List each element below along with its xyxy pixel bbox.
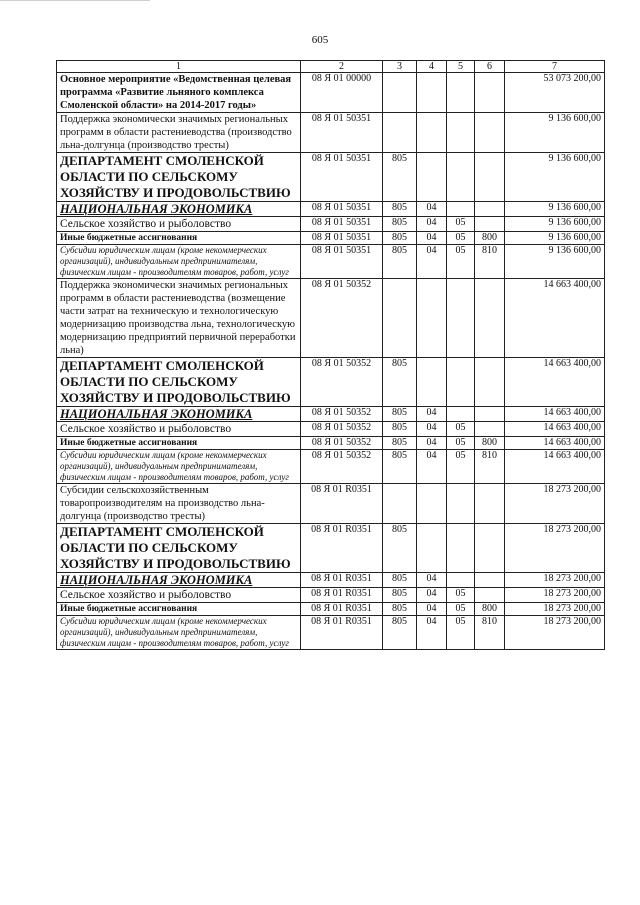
header-col-6: 6 bbox=[475, 61, 505, 73]
cell-section-code: 04 bbox=[417, 450, 447, 484]
cell-expense-type bbox=[475, 279, 505, 358]
table-row bbox=[57, 524, 605, 573]
cell-ministry-code: 805 bbox=[383, 437, 417, 450]
cell-subsection-code: 05 bbox=[447, 588, 475, 603]
cell-ministry-code: 805 bbox=[383, 407, 417, 422]
cell-target-code: 08 Я 01 50351 bbox=[301, 245, 383, 279]
table-row bbox=[57, 358, 605, 407]
cell-expense-type bbox=[475, 202, 505, 217]
cell-ministry-code: 805 bbox=[383, 217, 417, 232]
cell-name: Субсидии юридическим лицам (кроме некоммерческих организаций), индивидуальным предпринимателям, физическим лицам - производителям товаров, работ, услуг bbox=[57, 616, 301, 650]
budget-table bbox=[56, 60, 605, 650]
cell-subsection-code: 05 bbox=[447, 217, 475, 232]
cell-expense-type bbox=[475, 573, 505, 588]
cell-amount: 9 136 600,00 bbox=[505, 153, 605, 202]
cell-section-code: 04 bbox=[417, 245, 447, 279]
cell-ministry-code: 805 bbox=[383, 232, 417, 245]
cell-subsection-code bbox=[447, 484, 475, 524]
header-col-4: 4 bbox=[417, 61, 447, 73]
cell-subsection-code: 05 bbox=[447, 616, 475, 650]
cell-expense-type: 810 bbox=[475, 245, 505, 279]
cell-target-code: 08 Я 01 R0351 bbox=[301, 573, 383, 588]
cell-target-code: 08 Я 01 50351 bbox=[301, 153, 383, 202]
cell-subsection-code bbox=[447, 358, 475, 407]
cell-amount: 9 136 600,00 bbox=[505, 113, 605, 153]
cell-amount: 9 136 600,00 bbox=[505, 232, 605, 245]
cell-ministry-code: 805 bbox=[383, 422, 417, 437]
cell-ministry-code: 805 bbox=[383, 358, 417, 407]
cell-section-code: 04 bbox=[417, 588, 447, 603]
cell-section-code bbox=[417, 484, 447, 524]
cell-name: Иные бюджетные ассигнования bbox=[57, 232, 301, 245]
cell-amount: 9 136 600,00 bbox=[505, 202, 605, 217]
cell-amount: 9 136 600,00 bbox=[505, 245, 605, 279]
cell-target-code: 08 Я 01 50351 bbox=[301, 202, 383, 217]
cell-ministry-code: 805 bbox=[383, 450, 417, 484]
cell-subsection-code: 05 bbox=[447, 450, 475, 484]
cell-section-code bbox=[417, 524, 447, 573]
cell-name: ДЕПАРТАМЕНТ СМОЛЕНСКОЙ ОБЛАСТИ ПО СЕЛЬСКОМУ ХОЗЯЙСТВУ И ПРОДОВОЛЬСТВИЮ bbox=[57, 153, 301, 202]
cell-target-code: 08 Я 01 50352 bbox=[301, 422, 383, 437]
table-row bbox=[57, 616, 605, 650]
cell-amount: 9 136 600,00 bbox=[505, 217, 605, 232]
cell-amount: 18 273 200,00 bbox=[505, 616, 605, 650]
cell-name: ДЕПАРТАМЕНТ СМОЛЕНСКОЙ ОБЛАСТИ ПО СЕЛЬСКОМУ ХОЗЯЙСТВУ И ПРОДОВОЛЬСТВИЮ bbox=[57, 524, 301, 573]
cell-expense-type bbox=[475, 113, 505, 153]
cell-ministry-code: 805 bbox=[383, 588, 417, 603]
cell-section-code: 04 bbox=[417, 603, 447, 616]
cell-target-code: 08 Я 01 R0351 bbox=[301, 588, 383, 603]
cell-subsection-code bbox=[447, 113, 475, 153]
cell-subsection-code bbox=[447, 153, 475, 202]
cell-ministry-code: 805 bbox=[383, 573, 417, 588]
table-row bbox=[57, 437, 605, 450]
cell-amount: 14 663 400,00 bbox=[505, 450, 605, 484]
cell-target-code: 08 Я 01 R0351 bbox=[301, 524, 383, 573]
cell-ministry-code: 805 bbox=[383, 153, 417, 202]
cell-ministry-code: 805 bbox=[383, 202, 417, 217]
cell-subsection-code bbox=[447, 73, 475, 113]
cell-name: Субсидии сельскохозяйственным товаропроизводителям на производство льна-долгунца (производство тресты) bbox=[57, 484, 301, 524]
table-row bbox=[57, 279, 605, 358]
cell-section-code: 04 bbox=[417, 232, 447, 245]
cell-expense-type: 800 bbox=[475, 437, 505, 450]
cell-subsection-code: 05 bbox=[447, 437, 475, 450]
cell-amount: 18 273 200,00 bbox=[505, 484, 605, 524]
cell-name: НАЦИОНАЛЬНАЯ ЭКОНОМИКА bbox=[57, 573, 301, 588]
cell-section-code: 04 bbox=[417, 217, 447, 232]
cell-subsection-code bbox=[447, 202, 475, 217]
cell-expense-type bbox=[475, 422, 505, 437]
cell-expense-type bbox=[475, 484, 505, 524]
cell-amount: 14 663 400,00 bbox=[505, 358, 605, 407]
cell-name: Основное мероприятие «Ведомственная целевая программа «Развитие льняного комплекса Смоленской области» на 2014-2017 годы» bbox=[57, 73, 301, 113]
table-row bbox=[57, 573, 605, 588]
cell-section-code bbox=[417, 153, 447, 202]
cell-section-code: 04 bbox=[417, 437, 447, 450]
header-row bbox=[57, 61, 605, 73]
table-row bbox=[57, 202, 605, 217]
cell-expense-type bbox=[475, 358, 505, 407]
cell-expense-type bbox=[475, 524, 505, 573]
cell-amount: 18 273 200,00 bbox=[505, 573, 605, 588]
cell-ministry-code: 805 bbox=[383, 616, 417, 650]
cell-amount: 14 663 400,00 bbox=[505, 437, 605, 450]
table-row bbox=[57, 603, 605, 616]
cell-expense-type: 810 bbox=[475, 616, 505, 650]
cell-ministry-code bbox=[383, 113, 417, 153]
cell-target-code: 08 Я 01 50352 bbox=[301, 358, 383, 407]
cell-ministry-code: 805 bbox=[383, 524, 417, 573]
table-row bbox=[57, 450, 605, 484]
cell-target-code: 08 Я 01 00000 bbox=[301, 73, 383, 113]
cell-name: НАЦИОНАЛЬНАЯ ЭКОНОМИКА bbox=[57, 202, 301, 217]
cell-amount: 18 273 200,00 bbox=[505, 524, 605, 573]
cell-expense-type bbox=[475, 217, 505, 232]
cell-name: Поддержка экономически значимых региональных программ в области растениеводства (возмещение части затрат на техническую и технологическую модернизацию производства льна, технологическую модернизацию предприятий первичной переработки льна) bbox=[57, 279, 301, 358]
scan-edge-line bbox=[0, 0, 150, 1]
cell-target-code: 08 Я 01 50352 bbox=[301, 437, 383, 450]
table-row bbox=[57, 113, 605, 153]
table-row bbox=[57, 153, 605, 202]
cell-expense-type: 810 bbox=[475, 450, 505, 484]
cell-target-code: 08 Я 01 R0351 bbox=[301, 484, 383, 524]
cell-target-code: 08 Я 01 R0351 bbox=[301, 616, 383, 650]
cell-amount: 14 663 400,00 bbox=[505, 422, 605, 437]
cell-name: ДЕПАРТАМЕНТ СМОЛЕНСКОЙ ОБЛАСТИ ПО СЕЛЬСКОМУ ХОЗЯЙСТВУ И ПРОДОВОЛЬСТВИЮ bbox=[57, 358, 301, 407]
header-col-5: 5 bbox=[447, 61, 475, 73]
cell-amount: 14 663 400,00 bbox=[505, 279, 605, 358]
table-row bbox=[57, 217, 605, 232]
header-col-3: 3 bbox=[383, 61, 417, 73]
header-col-7: 7 bbox=[505, 61, 605, 73]
cell-target-code: 08 Я 01 50352 bbox=[301, 450, 383, 484]
cell-section-code: 04 bbox=[417, 422, 447, 437]
cell-ministry-code: 805 bbox=[383, 245, 417, 279]
cell-ministry-code bbox=[383, 279, 417, 358]
cell-section-code: 04 bbox=[417, 573, 447, 588]
cell-expense-type bbox=[475, 153, 505, 202]
cell-section-code bbox=[417, 73, 447, 113]
cell-name: НАЦИОНАЛЬНАЯ ЭКОНОМИКА bbox=[57, 407, 301, 422]
cell-subsection-code bbox=[447, 407, 475, 422]
table-row bbox=[57, 73, 605, 113]
table-row bbox=[57, 484, 605, 524]
table-row bbox=[57, 407, 605, 422]
cell-name: Сельское хозяйство и рыболовство bbox=[57, 422, 301, 437]
cell-name: Субсидии юридическим лицам (кроме некоммерческих организаций), индивидуальным предпринимателям, физическим лицам - производителям товаров, работ, услуг bbox=[57, 245, 301, 279]
cell-target-code: 08 Я 01 50351 bbox=[301, 113, 383, 153]
table-row bbox=[57, 245, 605, 279]
cell-subsection-code bbox=[447, 279, 475, 358]
cell-name: Иные бюджетные ассигнования bbox=[57, 603, 301, 616]
table-row bbox=[57, 232, 605, 245]
cell-name: Сельское хозяйство и рыболовство bbox=[57, 588, 301, 603]
cell-expense-type bbox=[475, 588, 505, 603]
cell-subsection-code bbox=[447, 573, 475, 588]
table-body bbox=[57, 73, 605, 650]
cell-amount: 53 073 200,00 bbox=[505, 73, 605, 113]
cell-subsection-code: 05 bbox=[447, 245, 475, 279]
table-row bbox=[57, 422, 605, 437]
cell-target-code: 08 Я 01 50351 bbox=[301, 217, 383, 232]
cell-expense-type: 800 bbox=[475, 232, 505, 245]
cell-target-code: 08 Я 01 50352 bbox=[301, 407, 383, 422]
cell-subsection-code: 05 bbox=[447, 422, 475, 437]
header-col-2: 2 bbox=[301, 61, 383, 73]
cell-amount: 18 273 200,00 bbox=[505, 603, 605, 616]
cell-subsection-code bbox=[447, 524, 475, 573]
cell-target-code: 08 Я 01 50352 bbox=[301, 279, 383, 358]
page-number: 605 bbox=[311, 34, 329, 46]
cell-amount: 18 273 200,00 bbox=[505, 588, 605, 603]
cell-ministry-code: 805 bbox=[383, 603, 417, 616]
cell-name: Субсидии юридическим лицам (кроме некоммерческих организаций), индивидуальным предпринимателям, физическим лицам - производителям товаров, работ, услуг bbox=[57, 450, 301, 484]
cell-amount: 14 663 400,00 bbox=[505, 407, 605, 422]
cell-expense-type bbox=[475, 407, 505, 422]
cell-section-code: 04 bbox=[417, 616, 447, 650]
cell-section-code bbox=[417, 279, 447, 358]
cell-expense-type bbox=[475, 73, 505, 113]
cell-name: Иные бюджетные ассигнования bbox=[57, 437, 301, 450]
cell-ministry-code bbox=[383, 484, 417, 524]
cell-target-code: 08 Я 01 R0351 bbox=[301, 603, 383, 616]
cell-target-code: 08 Я 01 50351 bbox=[301, 232, 383, 245]
cell-section-code bbox=[417, 358, 447, 407]
table-row bbox=[57, 588, 605, 603]
cell-ministry-code bbox=[383, 73, 417, 113]
cell-section-code: 04 bbox=[417, 202, 447, 217]
cell-name: Поддержка экономически значимых региональных программ в области растениеводства (производство льна-долгунца (производство тресты) bbox=[57, 113, 301, 153]
header-col-1: 1 bbox=[57, 61, 301, 73]
cell-section-code bbox=[417, 113, 447, 153]
cell-expense-type: 800 bbox=[475, 603, 505, 616]
cell-section-code: 04 bbox=[417, 407, 447, 422]
cell-name: Сельское хозяйство и рыболовство bbox=[57, 217, 301, 232]
cell-subsection-code: 05 bbox=[447, 603, 475, 616]
cell-subsection-code: 05 bbox=[447, 232, 475, 245]
